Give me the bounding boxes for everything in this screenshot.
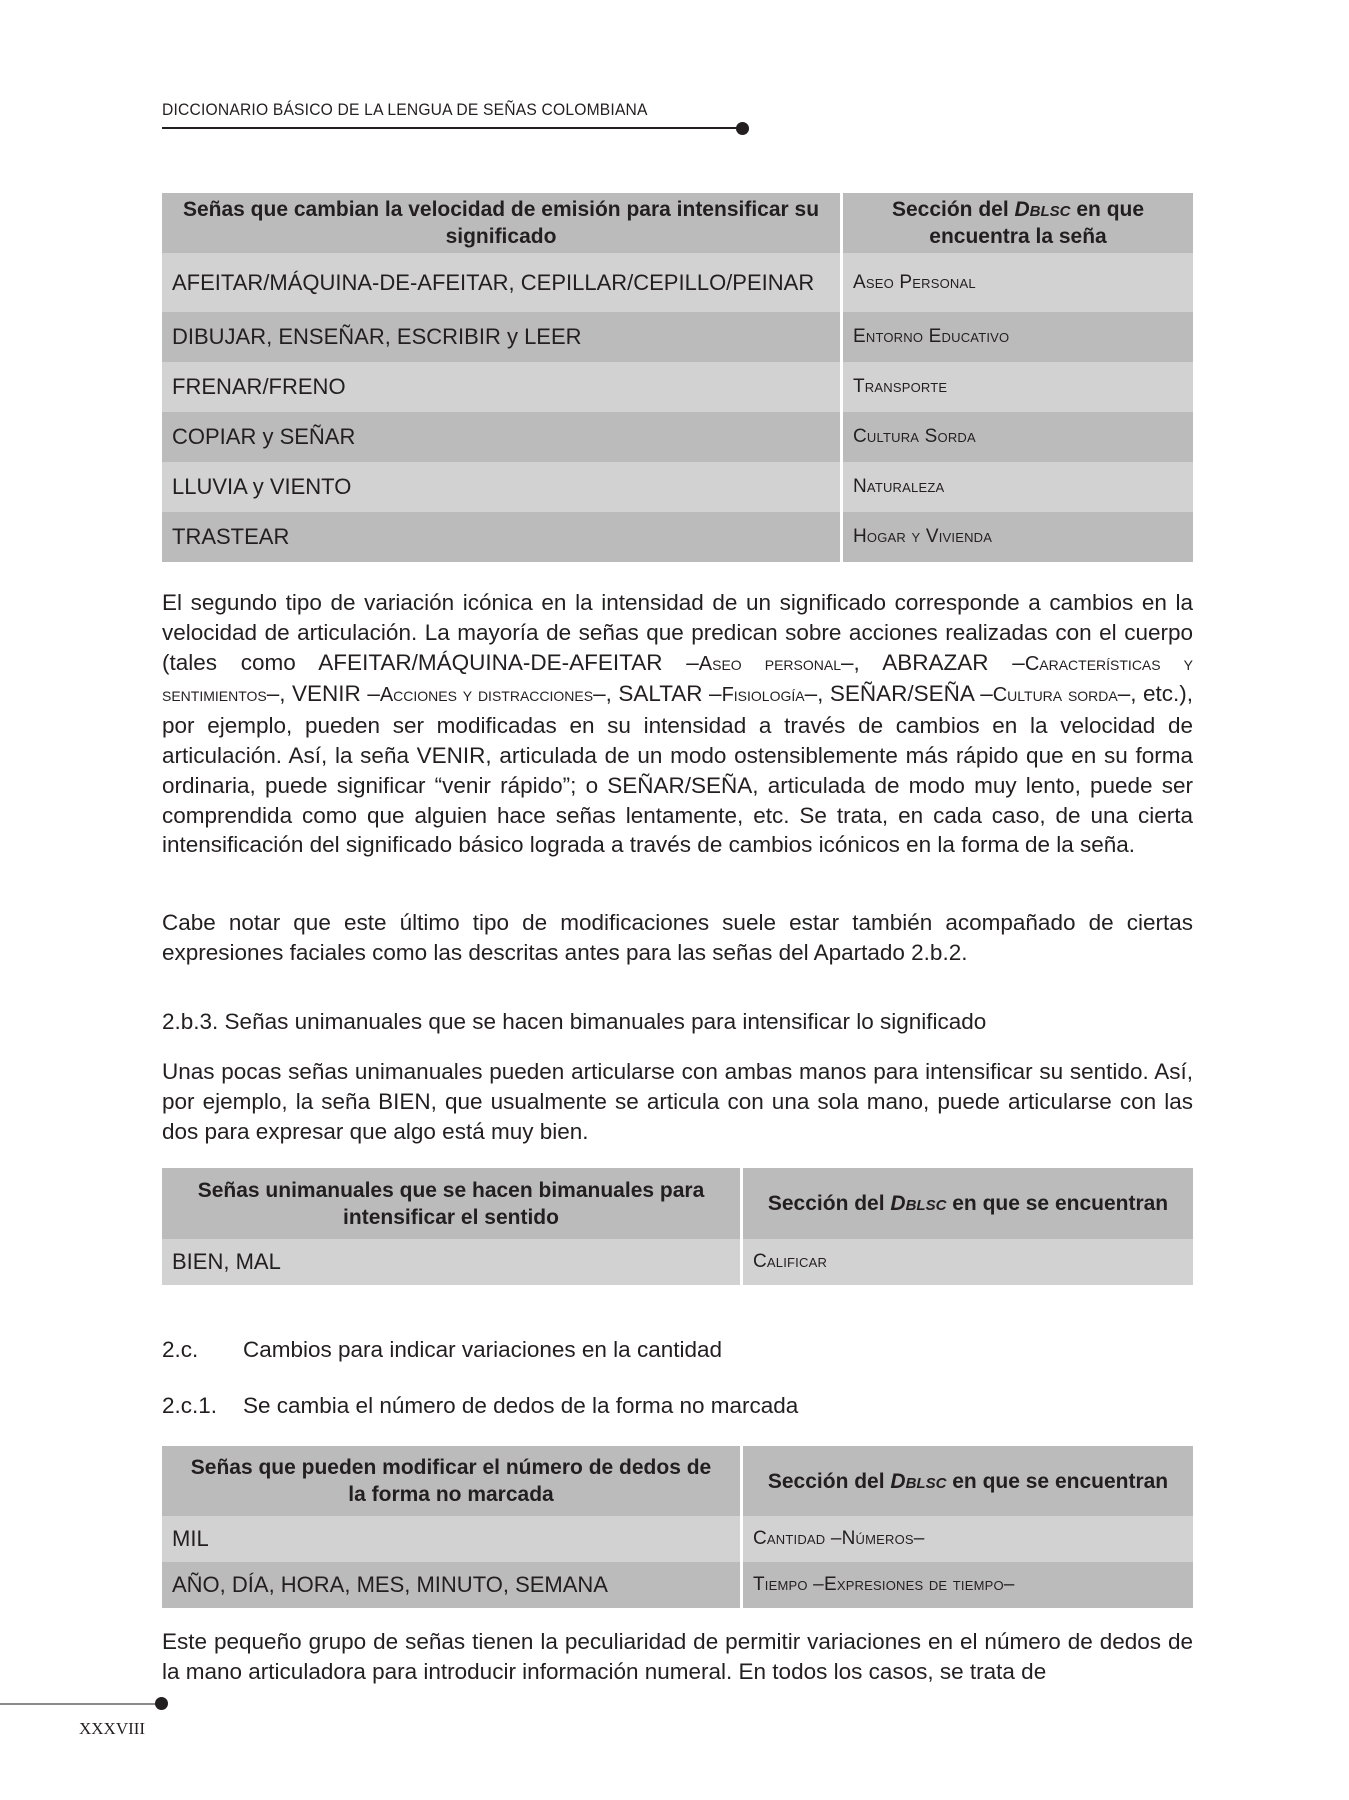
signs-cell: AFEITAR/MÁQUINA-DE-AFEITAR, CEPILLAR/CEPILLO/PEINAR xyxy=(162,253,843,312)
section-title: Se cambia el número de dedos de la forma no marcada xyxy=(243,1393,799,1418)
section-title: Cambios para indicar variaciones en la cantidad xyxy=(243,1337,723,1362)
section-heading-2c xyxy=(162,1337,722,1363)
table-header-section: Sección del Dblsc en que encuentra la seña xyxy=(843,193,1193,253)
table-header-section: Sección del Dblsc en que se encuentran xyxy=(743,1168,1193,1239)
signs-cell: TRASTEAR xyxy=(162,512,843,562)
table-row xyxy=(162,1239,1193,1285)
signs-cell: MIL xyxy=(162,1516,743,1562)
section-heading-2c1 xyxy=(162,1393,798,1419)
header-rule xyxy=(162,127,740,129)
footer-rule xyxy=(0,1703,158,1705)
section-cell: Naturaleza xyxy=(843,462,1193,512)
running-header xyxy=(162,100,690,120)
section-ref: Aseo personal xyxy=(698,652,841,675)
footer-bullet-dot xyxy=(155,1697,168,1710)
table-row xyxy=(162,462,1193,512)
section-heading-2b3: 2.b.3. Señas unimanuales que se hacen bimanuales para intensificar lo significado xyxy=(162,1009,987,1034)
table-row xyxy=(162,512,1193,562)
section-cell: Cultura Sorda xyxy=(843,412,1193,462)
page-footer xyxy=(0,1697,200,1757)
table-row xyxy=(162,253,1193,312)
section-ref: Acciones y distracciones xyxy=(379,684,594,707)
dblsc-abbr: Dblsc xyxy=(1014,198,1071,221)
section-cell: Transporte xyxy=(843,362,1193,412)
table-row xyxy=(162,412,1193,462)
section-ref: Características y sentimientos xyxy=(162,652,1194,707)
signs-cell: FRENAR/FRENO xyxy=(162,362,843,412)
section-cell: Entorno Educativo xyxy=(843,312,1193,362)
paragraph-numeral-information: Este pequeño grupo de señas tienen la peculiaridad de permitir variaciones en el número de dedos de la mano articuladora para introducir información numeral. En todos los casos, se trata de xyxy=(162,1629,1193,1684)
table-row xyxy=(162,1516,1193,1562)
table-row xyxy=(162,1562,1193,1608)
signs-cell: AÑO, DÍA, HORA, MES, MINUTO, SEMANA xyxy=(162,1562,743,1608)
signs-cell: LLUVIA y VIENTO xyxy=(162,462,843,512)
section-cell: Hogar y Vivienda xyxy=(843,512,1193,562)
section-ref: Cultura sorda xyxy=(992,684,1118,707)
signs-cell: COPIAR y SEÑAR xyxy=(162,412,843,462)
section-ref: Fisiología xyxy=(721,684,805,707)
signs-cell: BIEN, MAL xyxy=(162,1239,743,1285)
table-finger-number xyxy=(162,1446,1193,1608)
table-row xyxy=(162,312,1193,362)
dblsc-abbr: Dblsc xyxy=(890,1192,947,1215)
table-row xyxy=(162,362,1193,412)
table-header-signs: Señas unimanuales que se hacen bimanuales para intensificar el sentido xyxy=(162,1168,743,1239)
section-cell: Aseo Personal xyxy=(843,253,1193,312)
signs-cell: DIBUJAR, ENSEÑAR, ESCRIBIR y LEER xyxy=(162,312,843,362)
running-title: DICCIONARIO BÁSICO DE LA LENGUA DE SEÑAS COLOMBIANA xyxy=(162,100,648,119)
header-bullet-dot xyxy=(736,122,749,135)
section-cell: Cantidad –Números– xyxy=(743,1516,1193,1562)
section-cell: Calificar xyxy=(743,1239,1193,1285)
paragraph-unimanual: Unas pocas señas unimanuales pueden articularse con ambas manos para intensificar su sentido. Así, por ejemplo, la seña BIEN, que usualmente se articula con una sola mano, puede articularse con las dos para expresar que algo está muy bien. xyxy=(162,1059,1193,1144)
paragraph-speed-variation: El segundo tipo de variación icónica en la intensidad de un significado corresponde a cambios en la velocidad de articulación. La mayoría de señas que predican sobre acciones realizadas con el cuerpo (tales como AFEITAR/MÁQUINA-DE-AFEITAR –Aseo personal–, ABRAZAR –Características y sentimientos–, VENIR –Acciones y distracciones–, SALTAR –Fisiología–, SEÑAR/SEÑA –Cultura sorda–, etc.), por ejemplo, pueden ser modificadas en su intensidad a través de cambios en la velocidad de articulación. Así, la seña VENIR, articulada de un modo ostensiblemente más rápido que en su forma ordinaria, puede significar “venir rápido”; o SEÑAR/SEÑA, articulada de modo muy lento, puede ser comprendida como que alguien hace señas lentamente, etc. Se trata, en cada caso, de una cierta intensificación del significado básico lograda a través de cambios icónicos en la forma de la seña. xyxy=(162,590,1194,858)
table-header-signs: Señas que pueden modificar el número de dedos de la forma no marcada xyxy=(162,1446,743,1516)
table-header-signs: Señas que cambian la velocidad de emisión para intensificar su significado xyxy=(162,193,843,253)
paragraph-facial-expressions: Cabe notar que este último tipo de modificaciones suele estar también acompañado de ciertas expresiones faciales como las descritas antes para las señas del Apartado 2.b.2. xyxy=(162,910,1193,965)
table-header-section: Sección del Dblsc en que se encuentran xyxy=(743,1446,1193,1516)
page-number: XXXVIII xyxy=(79,1719,146,1738)
table-unimanual-bimanual xyxy=(162,1168,1193,1285)
table-speed-signs xyxy=(162,193,1193,562)
section-number: 2.c.1. xyxy=(162,1393,218,1418)
section-cell: Tiempo –Expresiones de tiempo– xyxy=(743,1562,1193,1608)
section-number: 2.c. xyxy=(162,1337,199,1362)
dblsc-abbr: Dblsc xyxy=(890,1469,947,1493)
